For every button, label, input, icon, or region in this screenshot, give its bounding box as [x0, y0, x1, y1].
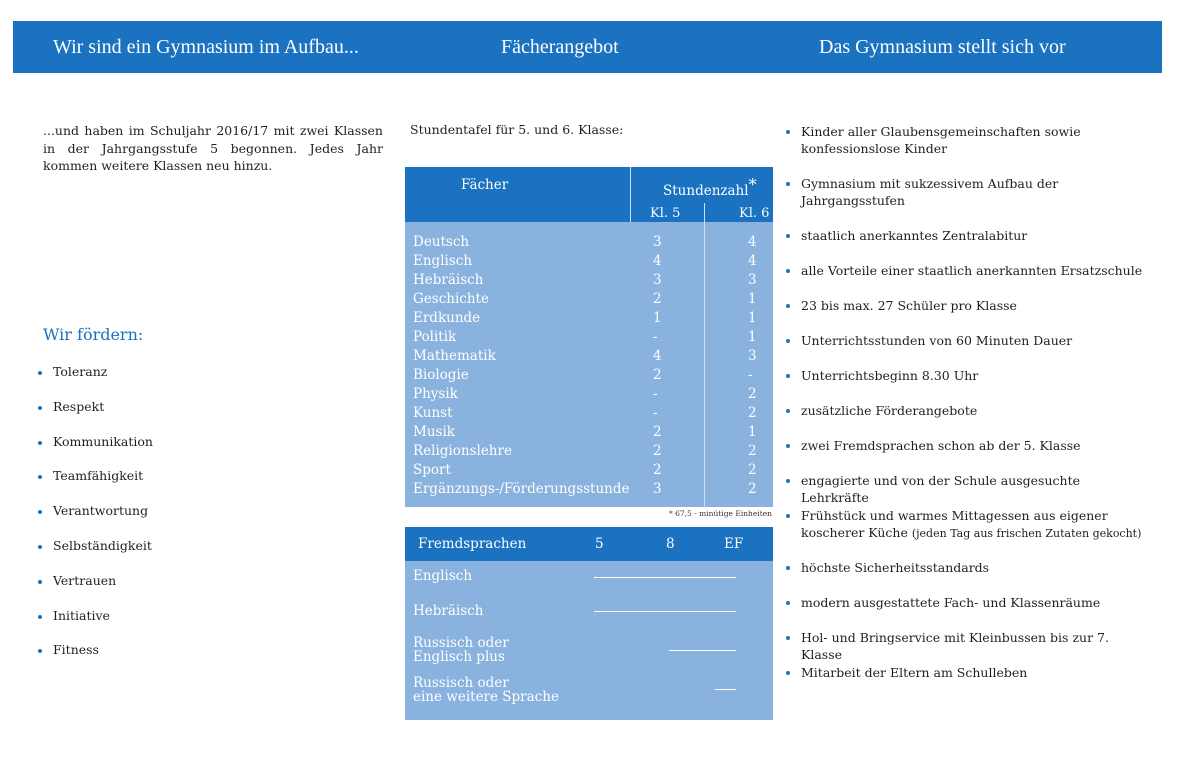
subject-cell: Biologie: [413, 367, 469, 383]
feature-item-text: Unterrichtsstunden von 60 Minuten Dauer: [801, 333, 1073, 348]
feature-item-text: 23 bis max. 27 Schüler pro Klasse: [801, 298, 1017, 313]
subject-cell: Politik: [413, 329, 457, 345]
kl5-cell: 3: [653, 272, 662, 288]
promote-item: [38, 642, 153, 677]
subject-cell: Physik: [413, 386, 458, 402]
header-title-right: Das Gymnasium stellt sich vor: [819, 36, 1066, 58]
subject-cell: Deutsch: [413, 234, 470, 250]
feature-item-text: höchste Sicherheitsstandards: [801, 560, 990, 575]
stundentafel-footnote: * 67,5 - minütige Einheiten: [669, 509, 772, 518]
feature-item-text: alle Vorteile einer staatlich anerkannten Ersatzschule: [801, 263, 1143, 278]
column-header-kl5: Kl. 5: [650, 206, 681, 221]
feature-item-text: Gymnasium mit sukzessivem Aufbau der Jahrgangsstufen: [801, 176, 1059, 208]
kl5-cell: 4: [653, 253, 662, 269]
column-header-5: 5: [595, 536, 604, 552]
feature-item-text: Hol- und Bringservice mit Kleinbussen bis zur 7. Klasse: [801, 630, 1109, 662]
kl5-cell: 2: [653, 443, 662, 459]
kl5-cell: 3: [653, 481, 662, 497]
table-row: [405, 234, 773, 253]
promote-item-label: Verantwortung: [53, 503, 149, 519]
subject-cell: Kunst: [413, 405, 453, 421]
kl6-cell: 3: [748, 348, 757, 364]
kl5-cell: 2: [653, 462, 662, 478]
bullet-icon: [38, 580, 42, 584]
bullet-icon: [38, 510, 42, 514]
feature-item-text: zwei Fremdsprachen schon ab der 5. Klasse: [801, 438, 1081, 453]
table-row: [405, 291, 773, 310]
bullet-icon: [786, 269, 790, 273]
subject-cell: Mathematik: [413, 348, 496, 364]
bullet-icon: [38, 615, 42, 619]
feature-item: [786, 664, 1146, 681]
bullet-icon: [38, 441, 42, 445]
subject-cell: Englisch: [413, 253, 473, 269]
duration-line: [594, 611, 736, 612]
promote-item: [38, 364, 153, 399]
kl5-cell: 1: [653, 310, 662, 326]
column-header-ef: EF: [724, 536, 744, 552]
kl6-cell: 2: [748, 386, 757, 402]
stundentafel-caption: Stundentafel für 5. und 6. Klasse:: [410, 122, 624, 137]
fremdsprachen-table: [405, 527, 773, 720]
feature-item: [786, 227, 1146, 244]
bullet-icon: [786, 234, 790, 238]
feature-item: [786, 402, 1146, 419]
stundentafel-rows: [405, 234, 773, 500]
column-header-stundenzahl: [663, 175, 757, 199]
kl5-cell: -: [653, 329, 658, 345]
bullet-icon: [786, 514, 790, 518]
bullet-icon: [38, 371, 42, 375]
column-header-fremdsprachen: Fremdsprachen: [418, 536, 527, 552]
feature-item: [786, 437, 1146, 454]
fremdsprachen-header: [405, 527, 773, 561]
duration-line: [715, 689, 736, 690]
kl5-cell: 2: [653, 291, 662, 307]
feature-item-text: Unterrichtsbeginn 8.30 Uhr: [801, 368, 979, 383]
table-row: [405, 272, 773, 291]
subject-cell: Hebräisch: [413, 272, 484, 288]
header-title-left: Wir sind ein Gymnasium im Aufbau...: [53, 36, 359, 58]
feature-item: [786, 297, 1146, 314]
subject-cell: Ergänzungs-/Förderungsstunde: [413, 481, 630, 497]
promote-heading: Wir fördern:: [43, 325, 144, 344]
kl6-cell: 4: [748, 253, 757, 269]
table-row: [405, 310, 773, 329]
feature-item: [786, 367, 1146, 384]
stundentafel-header: [405, 167, 773, 222]
feature-item-note: (jeden Tag aus frischen Zutaten gekocht): [911, 527, 1142, 540]
promote-item-label: Teamfähigkeit: [53, 468, 144, 484]
promote-item-label: Vertrauen: [53, 572, 117, 588]
bullet-icon: [786, 601, 790, 605]
kl6-cell: 1: [748, 424, 757, 440]
kl6-cell: 2: [748, 405, 757, 421]
table-row: [405, 424, 773, 443]
feature-item: [786, 472, 1146, 506]
bullet-icon: [38, 406, 42, 410]
subject-cell: Sport: [413, 462, 451, 478]
table-row: [405, 462, 773, 481]
feature-item: [786, 629, 1146, 663]
bullet-icon: [786, 182, 790, 186]
feature-item: [786, 262, 1146, 279]
column-header-faecher: Fächer: [461, 177, 509, 193]
promote-item-label: Fitness: [53, 642, 99, 658]
bullet-icon: [38, 545, 42, 549]
footnote-marker: *: [748, 175, 757, 194]
kl6-cell: 2: [748, 443, 757, 459]
language-row-label-line2: eine weitere Sprache: [413, 689, 559, 705]
promote-item: [38, 503, 153, 538]
table-row: [405, 443, 773, 462]
table-row: [405, 405, 773, 424]
feature-item-text: Kinder aller Glaubensgemeinschaften sowie konfessionslose Kinder: [801, 124, 1081, 156]
table-row: [405, 481, 773, 500]
bullet-icon: [38, 475, 42, 479]
bullet-icon: [786, 636, 790, 640]
kl5-cell: 3: [653, 234, 662, 250]
promote-item-label: Toleranz: [53, 364, 108, 379]
bullet-icon: [38, 649, 42, 653]
feature-item: [786, 332, 1146, 349]
table-row: [405, 348, 773, 367]
table-row: [405, 367, 773, 386]
table-row: [405, 329, 773, 348]
feature-item: [786, 559, 1146, 576]
bullet-icon: [786, 339, 790, 343]
header-title-middle: Fächerangebot: [501, 36, 619, 58]
kl6-cell: 2: [748, 481, 757, 497]
feature-item-text: zusätzliche Förderangebote: [801, 403, 978, 418]
feature-item: [786, 175, 1146, 209]
kl5-cell: 2: [653, 367, 662, 383]
stundentafel-table: [405, 167, 773, 507]
feature-item: [786, 123, 1146, 157]
promote-item: [38, 399, 153, 434]
kl6-cell: 1: [748, 291, 757, 307]
header-band: [13, 21, 1162, 73]
subject-cell: Musik: [413, 424, 455, 440]
stundenzahl-label: Stundenzahl: [663, 183, 749, 199]
feature-item: [786, 594, 1146, 611]
column-header-kl6: Kl. 6: [739, 206, 770, 221]
kl6-cell: 3: [748, 272, 757, 288]
feature-item-text: modern ausgestattete Fach- und Klassenräume: [801, 595, 1101, 610]
promote-item: [38, 538, 153, 573]
feature-item-text: staatlich anerkanntes Zentralabitur: [801, 228, 1028, 243]
language-row-label-line2: Englisch plus: [413, 649, 505, 665]
kl5-cell: 4: [653, 348, 662, 364]
kl6-cell: 1: [748, 310, 757, 326]
bullet-icon: [786, 409, 790, 413]
duration-line: [669, 650, 736, 651]
kl5-cell: -: [653, 405, 658, 421]
promote-item-label: Respekt: [53, 398, 105, 414]
language-row-label: Hebräisch: [413, 603, 484, 619]
column-header-8: 8: [666, 536, 675, 552]
language-row-label: Englisch: [413, 568, 473, 584]
intro-paragraph: ...und haben im Schuljahr 2016/17 mit zwei Klassen in der Jahrgangsstufe 5 begonnen. Jedes Jahr kommen weitere Klassen neu hinzu.: [43, 123, 383, 173]
feature-item: [786, 507, 1146, 542]
bullet-icon: [786, 444, 790, 448]
language-row-label: Russisch oder: [413, 635, 509, 651]
table-row: [405, 386, 773, 405]
bullet-icon: [786, 566, 790, 570]
bullet-icon: [786, 479, 790, 483]
bullet-icon: [786, 304, 790, 308]
promote-list: [38, 364, 153, 677]
language-row-label: Russisch oder: [413, 675, 509, 691]
promote-item: [38, 608, 153, 643]
duration-line: [594, 577, 736, 578]
bullet-icon: [786, 374, 790, 378]
kl5-cell: -: [653, 386, 658, 402]
bullet-icon: [786, 671, 790, 675]
promote-item: [38, 573, 153, 608]
feature-item-text: Frühstück und warmes Mittagessen aus eigener koscherer Küche: [801, 508, 1108, 540]
column-divider: [630, 167, 631, 222]
promote-item-label: Kommunikation: [53, 433, 153, 449]
kl5-cell: 2: [653, 424, 662, 440]
kl6-cell: 2: [748, 462, 757, 478]
subject-cell: Religionslehre: [413, 443, 512, 459]
subject-cell: Erdkunde: [413, 310, 481, 326]
feature-item-text: engagierte und von der Schule ausgesuchte Lehrkräfte: [801, 473, 1080, 505]
bullet-icon: [786, 130, 790, 134]
promote-item: [38, 434, 153, 469]
kl6-cell: 4: [748, 234, 757, 250]
kl6-cell: -: [748, 367, 753, 383]
promote-item-label: Initiative: [53, 607, 110, 623]
promote-item: [38, 468, 153, 503]
feature-item-text: Mitarbeit der Eltern am Schulleben: [801, 665, 1028, 680]
kl6-cell: 1: [748, 329, 757, 345]
table-row: [405, 253, 773, 272]
subject-cell: Geschichte: [413, 291, 489, 307]
promote-item-label: Selbständigkeit: [53, 537, 152, 553]
